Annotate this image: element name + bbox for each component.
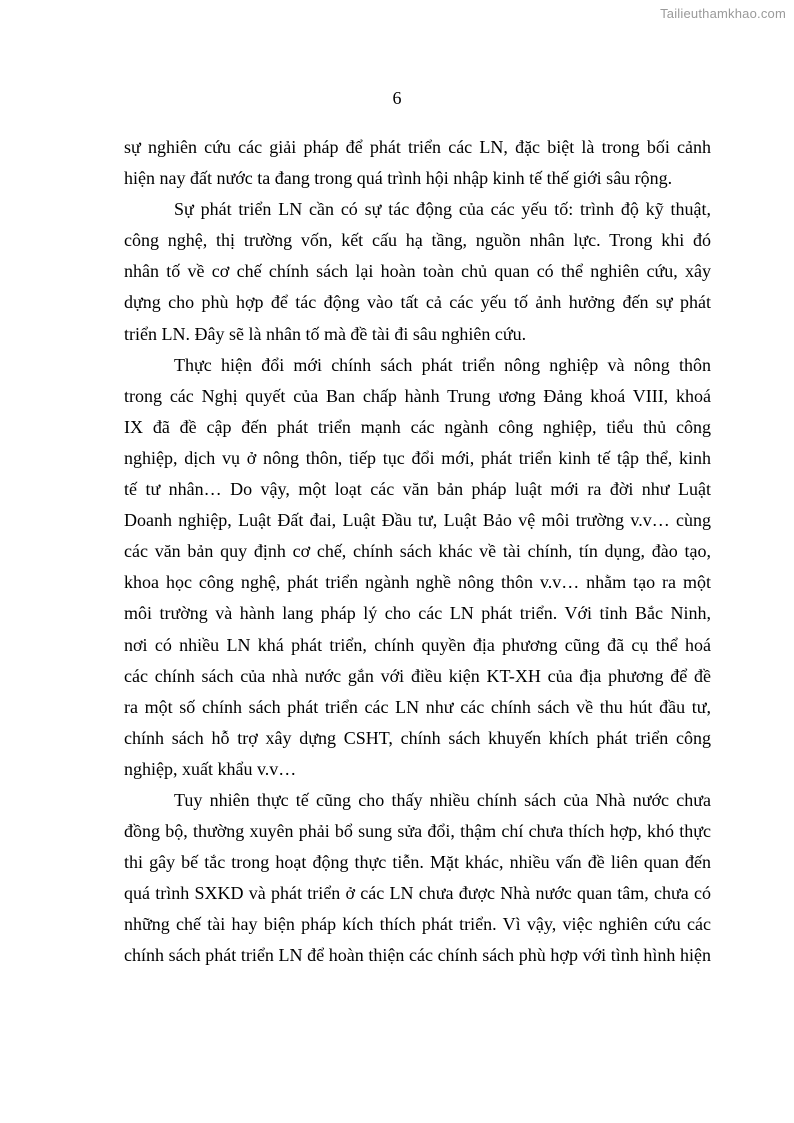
text-line: nhân tố về cơ chế chính sách lại hoàn toàn chủ quan có thể nghiên cứu, xây	[124, 261, 711, 282]
text-line: các văn bản quy định cơ chế, chính sách khác về tài chính, tín dụng, đào tạo,	[124, 541, 711, 562]
text-line: nghiệp, xuất khẩu v.v…	[124, 758, 297, 779]
text-line: trong các Nghị quyết của Ban chấp hành Trung ương Đảng khoá VIII, khoá	[124, 385, 711, 406]
text-line: dựng cho phù hợp để tác động vào tất cả các yếu tố ảnh hưởng đến sự phát	[124, 292, 711, 313]
text-line: Doanh nghiệp, Luật Đất đai, Luật Đầu tư, Luật Bảo vệ môi trường v.v… cùng	[124, 510, 711, 531]
text-line: những chế tài hay biện pháp kích thích phát triển. Vì vậy, việc nghiên cứu các	[124, 914, 711, 935]
text-line: hiện nay đất nước ta đang trong quá trình hội nhập kinh tế thế giới sâu rộng.	[124, 168, 673, 189]
text-line: nghiệp, dịch vụ ở nông thôn, tiếp tục đổi mới, phát triển kinh tế tập thể, kinh	[124, 447, 711, 468]
text-line: triển LN. Đây sẽ là nhân tố mà đề tài đi sâu nghiên cứu.	[124, 323, 527, 344]
paragraph	[124, 132, 711, 194]
text-line: tế tư nhân… Do vậy, một loạt các văn bản pháp luật mới ra đời như Luật	[124, 479, 711, 500]
text-line: công nghệ, thị trường vốn, kết cấu hạ tầng, nguồn nhân lực. Trong khi đó	[124, 230, 711, 251]
text-line: chính sách phát triển LN để hoàn thiện các chính sách phù hợp với tình hình hiện	[124, 945, 711, 966]
text-line: IX đã đề cập đến phát triển mạnh các ngành công nghiệp, tiểu thủ công	[124, 416, 711, 437]
text-line: quá trình SXKD và phát triển ở các LN chưa được Nhà nước quan tâm, chưa có	[124, 883, 711, 904]
text-line: nơi có nhiều LN khá phát triển, chính quyền địa phương cũng đã cụ thể hoá	[124, 634, 711, 655]
text-line: chính sách hỗ trợ xây dựng CSHT, chính sách khuyến khích phát triển công	[124, 727, 711, 748]
document-body	[124, 132, 711, 972]
text-line: Thực hiện đổi mới chính sách phát triển nông nghiệp và nông thôn	[174, 354, 711, 375]
text-line: thi gây bế tắc trong hoạt động thực tiễn. Mặt khác, nhiều vấn đề liên quan đến	[124, 852, 711, 873]
page-number: 6	[392, 88, 402, 108]
paragraph	[124, 194, 711, 349]
text-line: ra một số chính sách phát triển các LN như các chính sách về thu hút đầu tư,	[124, 696, 711, 717]
text-line: môi trường và hành lang pháp lý cho các LN phát triển. Với tỉnh Bắc Ninh,	[124, 603, 711, 624]
text-line: khoa học công nghệ, phát triển ngành nghề nông thôn v.v… nhằm tạo ra một	[124, 572, 711, 593]
text-line: Sự phát triển LN cần có sự tác động của các yếu tố: trình độ kỹ thuật,	[174, 199, 711, 220]
paragraph	[124, 350, 711, 785]
text-line: sự nghiên cứu các giải pháp để phát triển các LN, đặc biệt là trong bối cảnh	[124, 137, 711, 157]
text-line: đồng bộ, thường xuyên phải bổ sung sửa đổi, thậm chí chưa thích hợp, khó thực	[124, 821, 711, 842]
watermark-text: Tailieuthamkhao.com	[660, 6, 786, 21]
text-line: các chính sách của nhà nước gắn với điều kiện KT-XH của địa phương để đề	[124, 665, 711, 686]
text-line: Tuy nhiên thực tế cũng cho thấy nhiều chính sách của Nhà nước chưa	[174, 789, 711, 810]
paragraph	[124, 785, 711, 972]
